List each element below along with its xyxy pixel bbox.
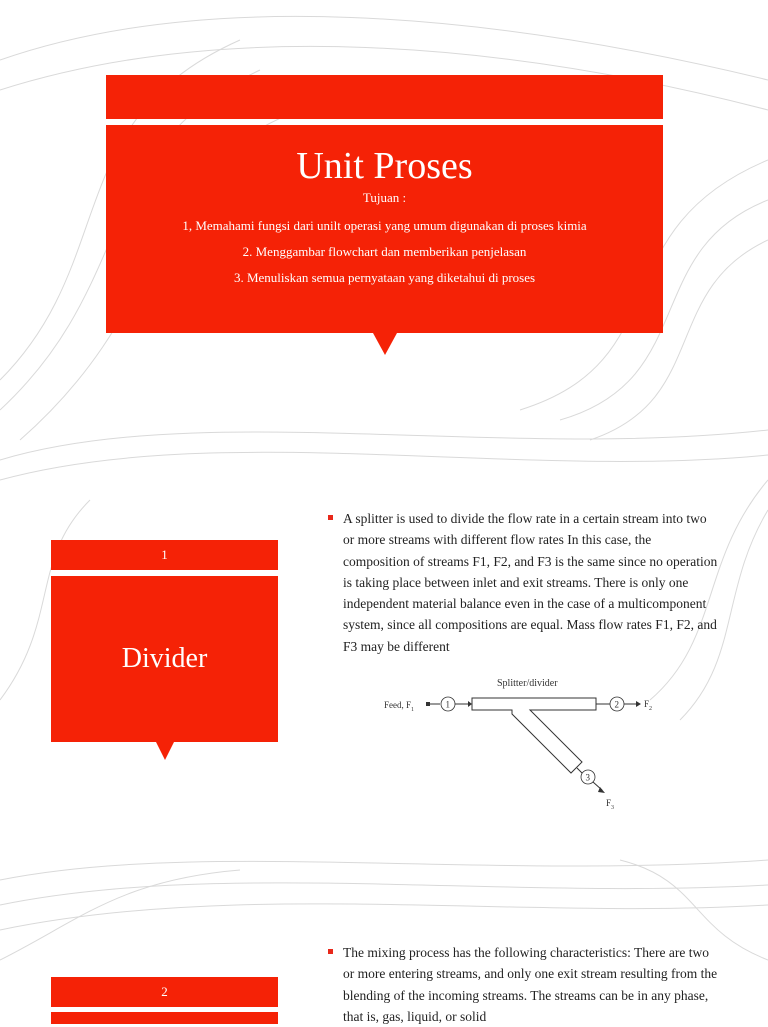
slide-number-bar: 2 [51,977,278,1007]
stream-node-1-label: 1 [445,699,450,710]
bullet-square-icon [328,949,333,954]
stream-node-3-label: 3 [585,772,590,783]
feed-source-square [426,702,430,706]
section-title: Divider [121,643,208,674]
title-pointer-arrow [373,333,397,355]
splitter-body [472,698,596,773]
objective-item: 3. Menuliskan semua pernyataan yang diketahui di proses [233,270,536,285]
diagram-title: Splitter/divider [497,678,558,689]
splitter-diagram [370,672,670,812]
section-title-block [51,1012,278,1024]
slide-number-bar: 1 [51,540,278,570]
mixer-slide [0,930,768,1024]
bullet-paragraph [328,508,718,657]
bullet-text: A splitter is used to divide the flow rate in a certain stream into two or more streams with different flow rates In this case, the composition of streams F1, F2, and F3 is the same since no operation is taking place between inlet and exit streams. There is only one independent material balance even in the case of a multicomponent system, since all compositions are equal. Mass flow rates F1, F2, and F3 may be different [343,511,718,654]
section-title-block [51,576,278,742]
bullet-paragraph [328,942,718,1027]
objective-item: 2. Menggambar flowchart dan memberikan penjelasan [242,244,527,259]
f3-label: $F_3$ [606,798,615,811]
slide-subtitle: Tujuan : [362,190,407,205]
bullet-text: The mixing process has the following characteristics: There are two or more entering streams, and only one exit stream resulting from the blending of the incoming streams. The streams can be in any phase, that is, gas, liquid, or solid [343,945,718,1024]
feed-label: Feed, $F_1$ [384,700,414,713]
title-slide [0,0,768,420]
objectives-list [106,213,663,291]
section-pointer-arrow [156,742,174,760]
title-top-bar [106,75,663,119]
objective-item: 1, Memahami fungsi dari unilt operasi yang umum digunakan di proses kimia [182,218,587,233]
stream-node-2-label: 2 [614,699,619,710]
slide-title: Unit Proses [296,145,473,187]
f2-label: $F_2$ [644,699,653,712]
bullet-square-icon [328,515,333,520]
divider-slide [0,490,768,850]
title-block [106,125,663,333]
